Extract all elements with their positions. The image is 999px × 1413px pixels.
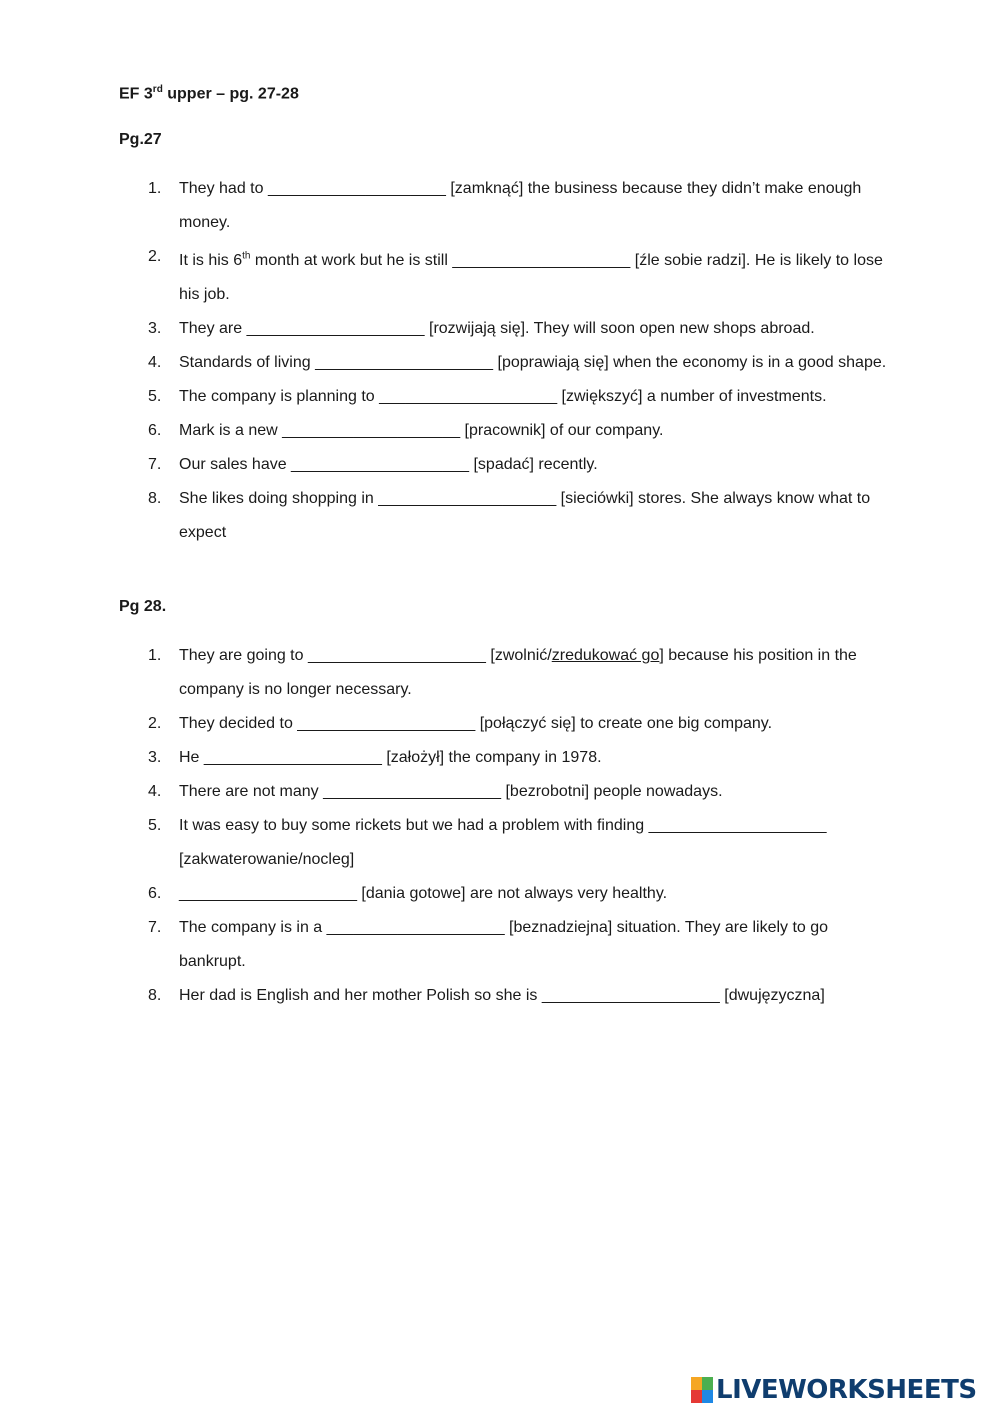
list-item xyxy=(148,414,888,448)
liveworksheets-mark-icon xyxy=(691,1377,713,1403)
item-number: 1. xyxy=(148,180,162,197)
list-item xyxy=(148,911,888,979)
item-text xyxy=(179,252,883,303)
item-text: They decided to ____________________ [połączyć się] to create one big company. xyxy=(179,715,773,732)
item-text: Mark is a new ____________________ [pracownik] of our company. xyxy=(179,422,664,440)
list-item xyxy=(148,775,888,809)
item-text: The company is planning to ____________________ [zwiększyć] a number of investments. xyxy=(179,388,827,406)
list-item xyxy=(148,240,888,312)
item-text: They had to ____________________ [zamknąć] the business because they didn’t make enough money. xyxy=(179,180,862,231)
item-number: 4. xyxy=(148,354,162,372)
item-number: 3. xyxy=(148,320,162,338)
item-number: 8. xyxy=(148,987,162,1004)
exercise-list-pg27 xyxy=(148,172,888,550)
item-number: 5. xyxy=(148,388,162,406)
page-title xyxy=(119,84,299,103)
item-text: They are ____________________ [rozwijają się]. They will soon open new shops abroad. xyxy=(179,320,815,338)
item-number: 8. xyxy=(148,490,162,508)
item-text: Our sales have ____________________ [spadać] recently. xyxy=(179,456,598,474)
item-number: 6. xyxy=(148,885,162,902)
item-number: 6. xyxy=(148,422,162,440)
item-number: 7. xyxy=(148,919,162,936)
item-text-post: ] because his position in the company is no longer necessary. xyxy=(179,647,857,698)
list-item xyxy=(148,380,888,414)
list-item xyxy=(148,312,888,346)
item-number: 2. xyxy=(148,248,162,265)
list-item xyxy=(148,172,888,240)
item-text: Standards of living ____________________ [poprawiają się] when the economy is in a good shape. xyxy=(179,354,887,372)
list-item xyxy=(148,346,888,380)
list-item xyxy=(148,979,888,1013)
item-text: It was easy to buy some rickets but we had a problem with finding ____________________ [zakwaterowanie/nocleg] xyxy=(179,817,827,868)
item-text: There are not many ____________________ [bezrobotni] people nowadays. xyxy=(179,783,723,800)
exercise-list-pg28 xyxy=(148,639,888,1013)
item-text: ____________________ [dania gotowe] are not always very healthy. xyxy=(179,885,668,902)
list-item xyxy=(148,741,888,775)
item-text: She likes doing shopping in ____________________ [sieciówki] stores. She always know what to expect xyxy=(179,490,871,542)
logo-square-icon xyxy=(691,1377,702,1390)
item-text-pre: They are going to ____________________ [zwolnić/ xyxy=(179,647,552,664)
title-main: EF 3 xyxy=(119,85,153,103)
item-number: 3. xyxy=(148,749,162,766)
title-superscript: rd xyxy=(152,84,163,95)
item-text-pre: It is his 6 xyxy=(179,252,243,270)
item-text: Her dad is English and her mother Polish so she is ____________________ [dwujęzyczna] xyxy=(179,987,825,1004)
list-item xyxy=(148,639,888,707)
section-heading-pg27: Pg.27 xyxy=(119,131,162,148)
list-item xyxy=(148,482,888,550)
title-rest: upper – pg. 27-28 xyxy=(162,85,299,103)
item-number: 1. xyxy=(148,647,162,664)
item-number: 7. xyxy=(148,456,162,474)
list-item xyxy=(148,707,888,741)
section-heading-pg28: Pg 28. xyxy=(119,598,167,615)
item-text-post: month at work but he is still ____________________ [źle sobie radzi]. He is likely to lose his job. xyxy=(179,252,883,304)
list-item xyxy=(148,448,888,482)
logo-square-icon xyxy=(702,1390,713,1403)
item-text-superscript: th xyxy=(242,251,251,262)
list-item xyxy=(148,877,888,911)
item-number: 2. xyxy=(148,715,162,732)
logo-square-icon xyxy=(691,1390,702,1403)
item-text xyxy=(179,647,857,698)
logo-text: LIVEWORKSHEETS xyxy=(716,1375,977,1405)
item-text-underlined: zredukować go xyxy=(551,647,660,664)
item-number: 4. xyxy=(148,783,162,800)
item-text: He ____________________ [założył] the company in 1978. xyxy=(179,749,602,766)
liveworksheets-logo xyxy=(691,1373,977,1407)
item-number: 5. xyxy=(148,817,162,834)
logo-square-icon xyxy=(702,1377,713,1390)
list-item xyxy=(148,809,888,877)
item-text: The company is in a ____________________ [beznadziejna] situation. They are likely to go bankrupt. xyxy=(179,919,829,970)
